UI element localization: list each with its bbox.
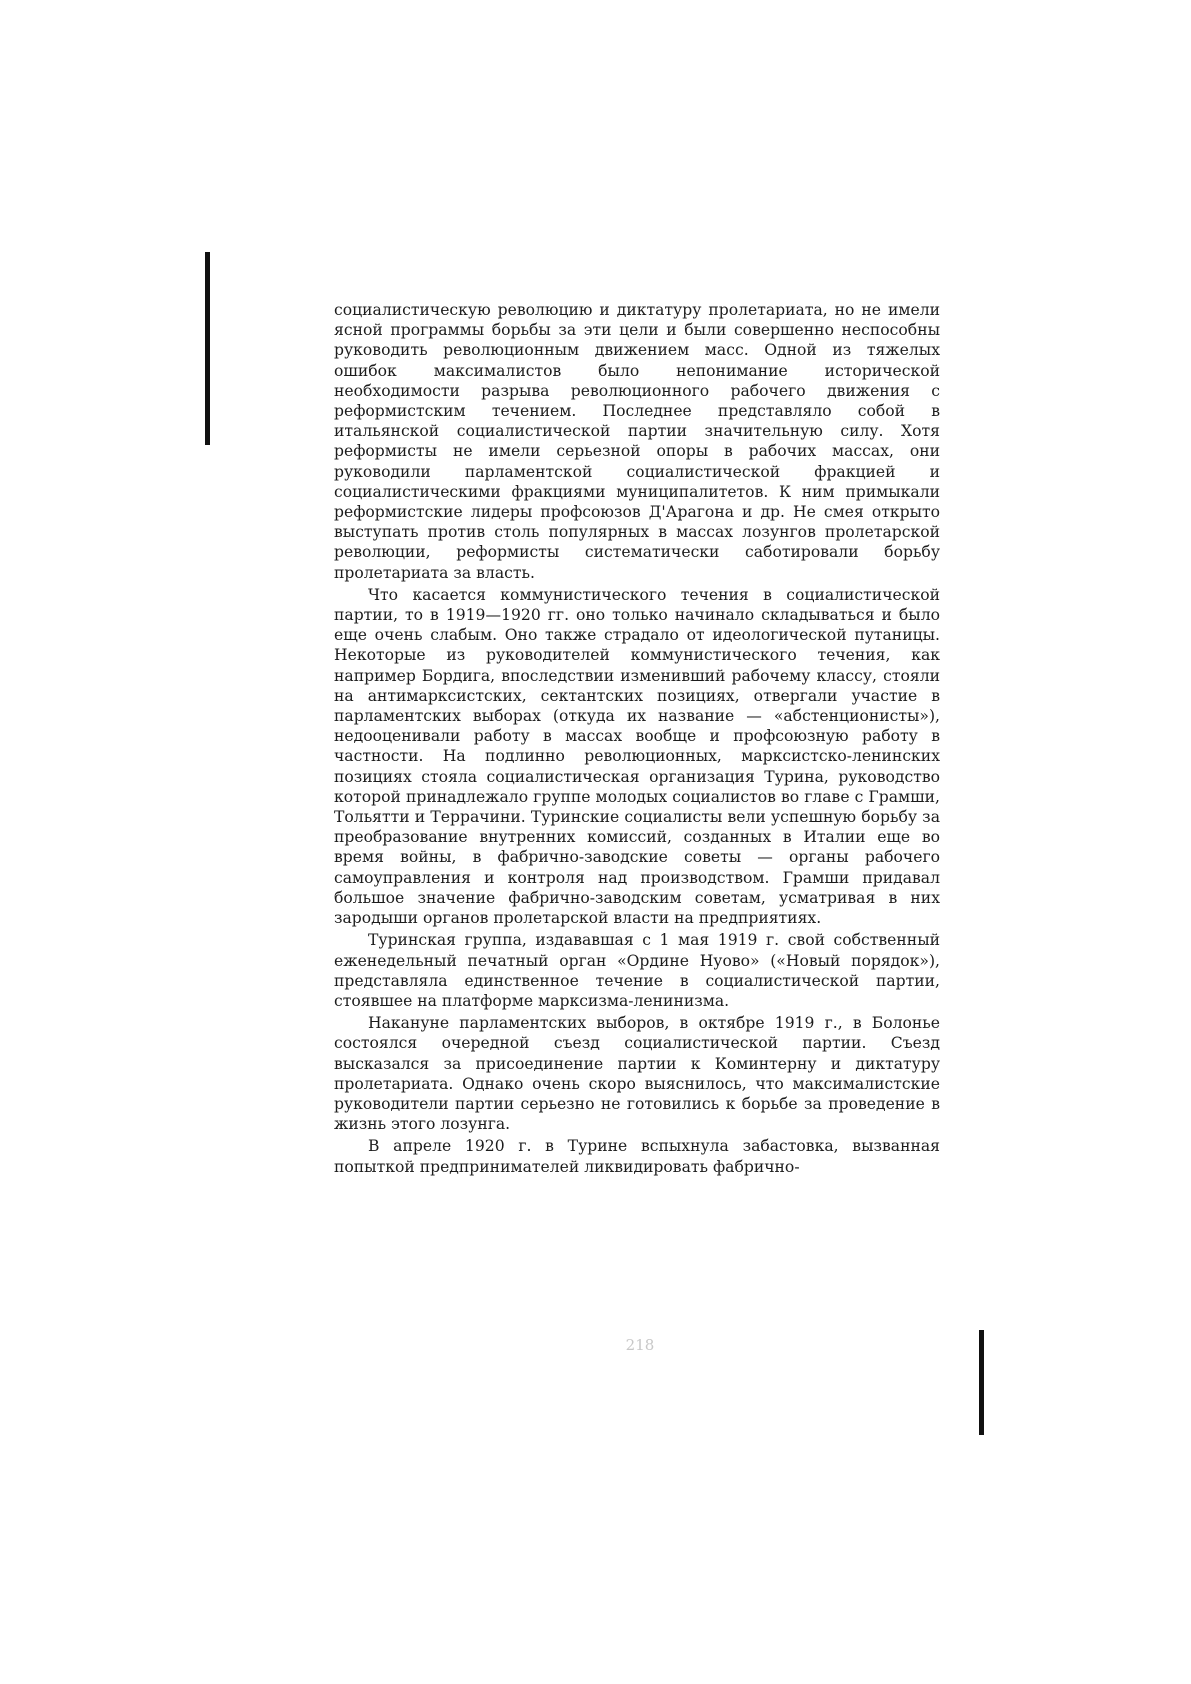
- paragraph-4: Накануне парламентских выборов, в октябре 1919 г., в Болонье состоялся очередной съезд социалистической партии. Съезд высказался за присоединение партии к Коминтерну и диктатуру пролетариата. Однако очень скоро выяснилось, что максималистские руководители партии серьезно не готовились к борьбе за проведение в жизнь этого лозунга.: [334, 1014, 940, 1134]
- paragraph-1: социалистическую революцию и диктатуру пролетариата, но не имели ясной программы борьбы за эти цели и были совершенно неспособны руководить революционным движением масс. Одной из тяжелых ошибок максималистов было непонимание исторической необходимости разрыва революционного рабочего движения с реформистским течением. Последнее представляло собой в итальянской социалистической партии значительную силу. Хотя реформисты не имели серьезной опоры в рабочих массах, они руководили парламентской социалистической фракцией и социалистическими фракциями муниципалитетов. К ним примыкали реформистские лидеры профсоюзов Д'Арагона и др. Не смея открыто выступать против столь популярных в массах лозунгов пролетарской революции, реформисты систематически саботировали борьбу пролетариата за власть.: [334, 301, 940, 582]
- body-text: [334, 300, 940, 1177]
- paragraph-2: Что касается коммунистического течения в социалистической партии, то в 1919—1920 гг. оно только начинало складываться и было еще очень слабым. Оно также страдало от идеологической путаницы. Некоторые из руководителей коммунистического течения, как например Бордига, впоследствии изменивший рабочему классу, стояли на антимарксистских, сектантских позициях, отвергали участие в парламентских выборах (откуда их название — «абстенционисты»), недооценивали работу в массах вообще и профсоюзную работу в частности. На подлинно революционных, марксистско-ленинских позициях стояла социалистическая организация Турина, руководство которой принадлежало группе молодых социалистов во главе с Грамши, Тольятти и Террачини. Туринские социалисты вели успешную борьбу за преобразование внутренних комиссий, созданных в Италии еще во время войны, в фабрично-заводские советы — органы рабочего самоуправления и контроля над производством. Грамши придавал большое значение фабрично-заводским советам, усматривая в них зародыши органов пролетарской власти на предприятиях.: [334, 585, 940, 928]
- paragraph-5: В апреле 1920 г. в Турине вспыхнула забастовка, вызванная попыткой предпринимателей ликвидировать фабрично-: [334, 1137, 940, 1176]
- page-number: 218: [625, 1336, 655, 1354]
- paragraph-3: Туринская группа, издававшая с 1 мая 1919 г. свой собственный еженедельный печатный орган «Ордине Нуово» («Новый порядок»), представляла единственное течение в социалистической партии, стоявшее на платформе марксизма-ленинизма.: [334, 931, 940, 1010]
- scan-edge-mark-left: [205, 252, 210, 445]
- scan-edge-mark-right: [979, 1330, 984, 1435]
